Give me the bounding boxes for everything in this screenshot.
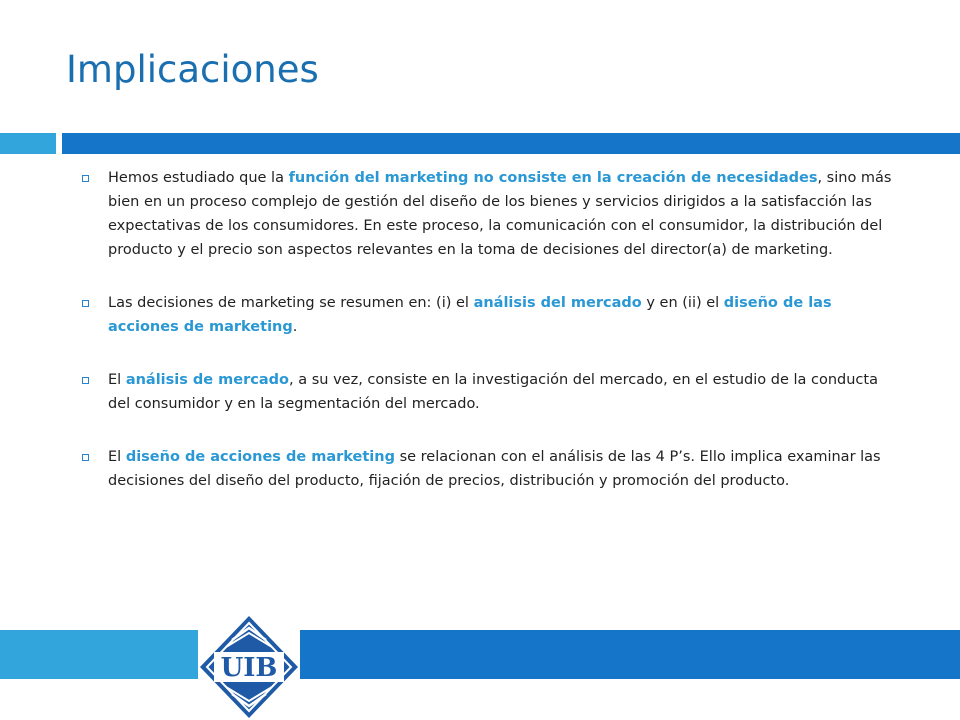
bullet-list	[78, 166, 898, 522]
logo-text: UIB	[220, 653, 278, 683]
square-bullet-icon	[82, 377, 89, 384]
square-bullet-icon	[82, 175, 89, 182]
header-accent-bar-right	[62, 133, 960, 154]
bullet-item-1	[78, 166, 898, 262]
footer-bar-left	[0, 630, 204, 679]
footer-bar-right	[296, 630, 960, 679]
bullet-text: Hemos estudiado que la función del marketing no consiste en la creación de necesidades, sino más bien en un proceso complejo de gestión del diseño de los bienes y servicios dirigidos a la satisfacción las expectativas de los consumidores. En este proceso, la comunicación con el consumidor, la distribución del producto y el precio son aspectos relevantes en la toma de decisiones del director(a) de marketing.	[108, 170, 892, 258]
header-accent-bar-left	[0, 133, 56, 154]
uib-shield-logo-icon	[198, 614, 300, 720]
bullet-item-2	[78, 291, 898, 339]
slide-title: Implicaciones	[66, 48, 319, 91]
bullet-text: El análisis de mercado, a su vez, consiste en la investigación del mercado, en el estudio de la conducta del consumidor y en la segmentación del mercado.	[108, 372, 878, 412]
square-bullet-icon	[82, 300, 89, 307]
highlight-text: diseño de las acciones de marketing	[108, 295, 832, 335]
bullet-text: El diseño de acciones de marketing se relacionan con el análisis de las 4 P’s. Ello implica examinar las decisiones del diseño del producto, fijación de precios, distribución y promoción del producto.	[108, 449, 881, 489]
bullet-item-4	[78, 445, 898, 493]
bullet-item-3	[78, 368, 898, 416]
highlight-text: función del marketing no consiste en la creación de necesidades	[288, 170, 818, 186]
highlight-text: diseño de acciones de marketing	[125, 449, 395, 465]
bullet-text: Las decisiones de marketing se resumen en: (i) el análisis del mercado y en (ii) el diseño de las acciones de marketing.	[108, 295, 832, 335]
square-bullet-icon	[82, 454, 89, 461]
highlight-text: análisis de mercado	[125, 372, 290, 388]
highlight-text: análisis del mercado	[473, 295, 642, 311]
